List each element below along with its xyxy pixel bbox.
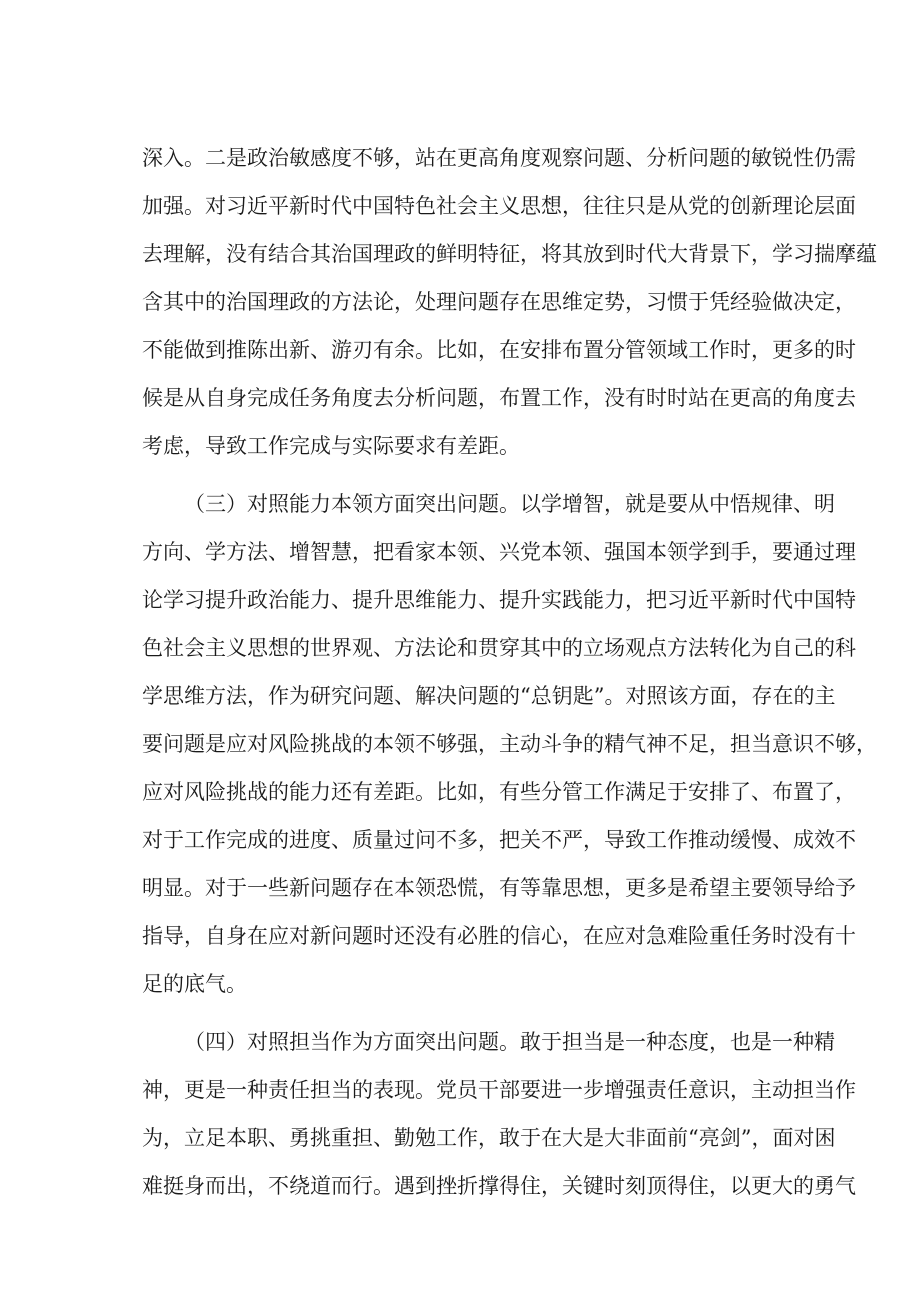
text-line: 应对风险挑战的能力还有差距。比如，有些分管工作满足于安排了、布置了， (142, 780, 856, 804)
text-line: 要问题是应对风险挑战的本领不够强，主动斗争的精气神不足，担当意识不够， (142, 732, 877, 756)
text-line: 明显。对于一些新问题存在本领恐慌，有等靠思想，更多是希望主要领导给予 (142, 876, 856, 900)
section-heading-line: （四）对照担当作为方面突出问题。敢于担当是一种态度，也是一种精 (184, 1030, 835, 1054)
text-line: 色社会主义思想的世界观、方法论和贯穿其中的立场观点方法转化为自己的科 (142, 636, 856, 660)
text-line: 含其中的治国理政的方法论，处理问题存在思维定势，习惯于凭经验做决定， (142, 290, 856, 314)
text-line: 去理解，没有结合其治国理政的鲜明特征，将其放到时代大背景下，学习揣摩蕴 (142, 242, 877, 266)
text-line: 难挺身而出，不绕道而行。遇到挫折撑得住，关键时刻顶得住，以更大的勇气 (142, 1174, 856, 1198)
text-line: 学思维方法，作为研究问题、解决问题的“总钥匙”。对照该方面，存在的主 (142, 684, 836, 708)
text-line: 不能做到推陈出新、游刃有余。比如，在安排布置分管领域工作时，更多的时 (142, 338, 856, 362)
text-line: 方向、学方法、增智慧，把看家本领、兴党本领、强国本领学到手，要通过理 (142, 540, 856, 564)
text-line: 为，立足本职、勇挑重担、勤勉工作，敢于在大是大非面前“亮剑”，面对困 (142, 1126, 836, 1150)
text-line: 候是从自身完成任务角度去分析问题，布置工作，没有时时站在更高的角度去 (142, 386, 856, 410)
text-line: 论学习提升政治能力、提升思维能力、提升实践能力，把习近平新时代中国特 (142, 588, 856, 612)
text-line: 考虑，导致工作完成与实际要求有差距。 (142, 434, 520, 458)
text-line: 加强。对习近平新时代中国特色社会主义思想，往往只是从党的创新理论层面 (142, 194, 856, 218)
text-line: 深入。二是政治敏感度不够，站在更高角度观察问题、分析问题的敏锐性仍需 (142, 146, 856, 170)
section-heading-line: （三）对照能力本领方面突出问题。以学增智，就是要从中悟规律、明 (184, 492, 835, 516)
text-line: 足的底气。 (142, 972, 247, 996)
text-line: 指导，自身在应对新问题时还没有必胜的信心，在应对急难险重任务时没有十 (142, 924, 856, 948)
text-line: 神，更是一种责任担当的表现。党员干部要进一步增强责任意识，主动担当作 (142, 1078, 856, 1102)
text-line: 对于工作完成的进度、质量过问不多，把关不严，导致工作推动缓慢、成效不 (142, 828, 856, 852)
